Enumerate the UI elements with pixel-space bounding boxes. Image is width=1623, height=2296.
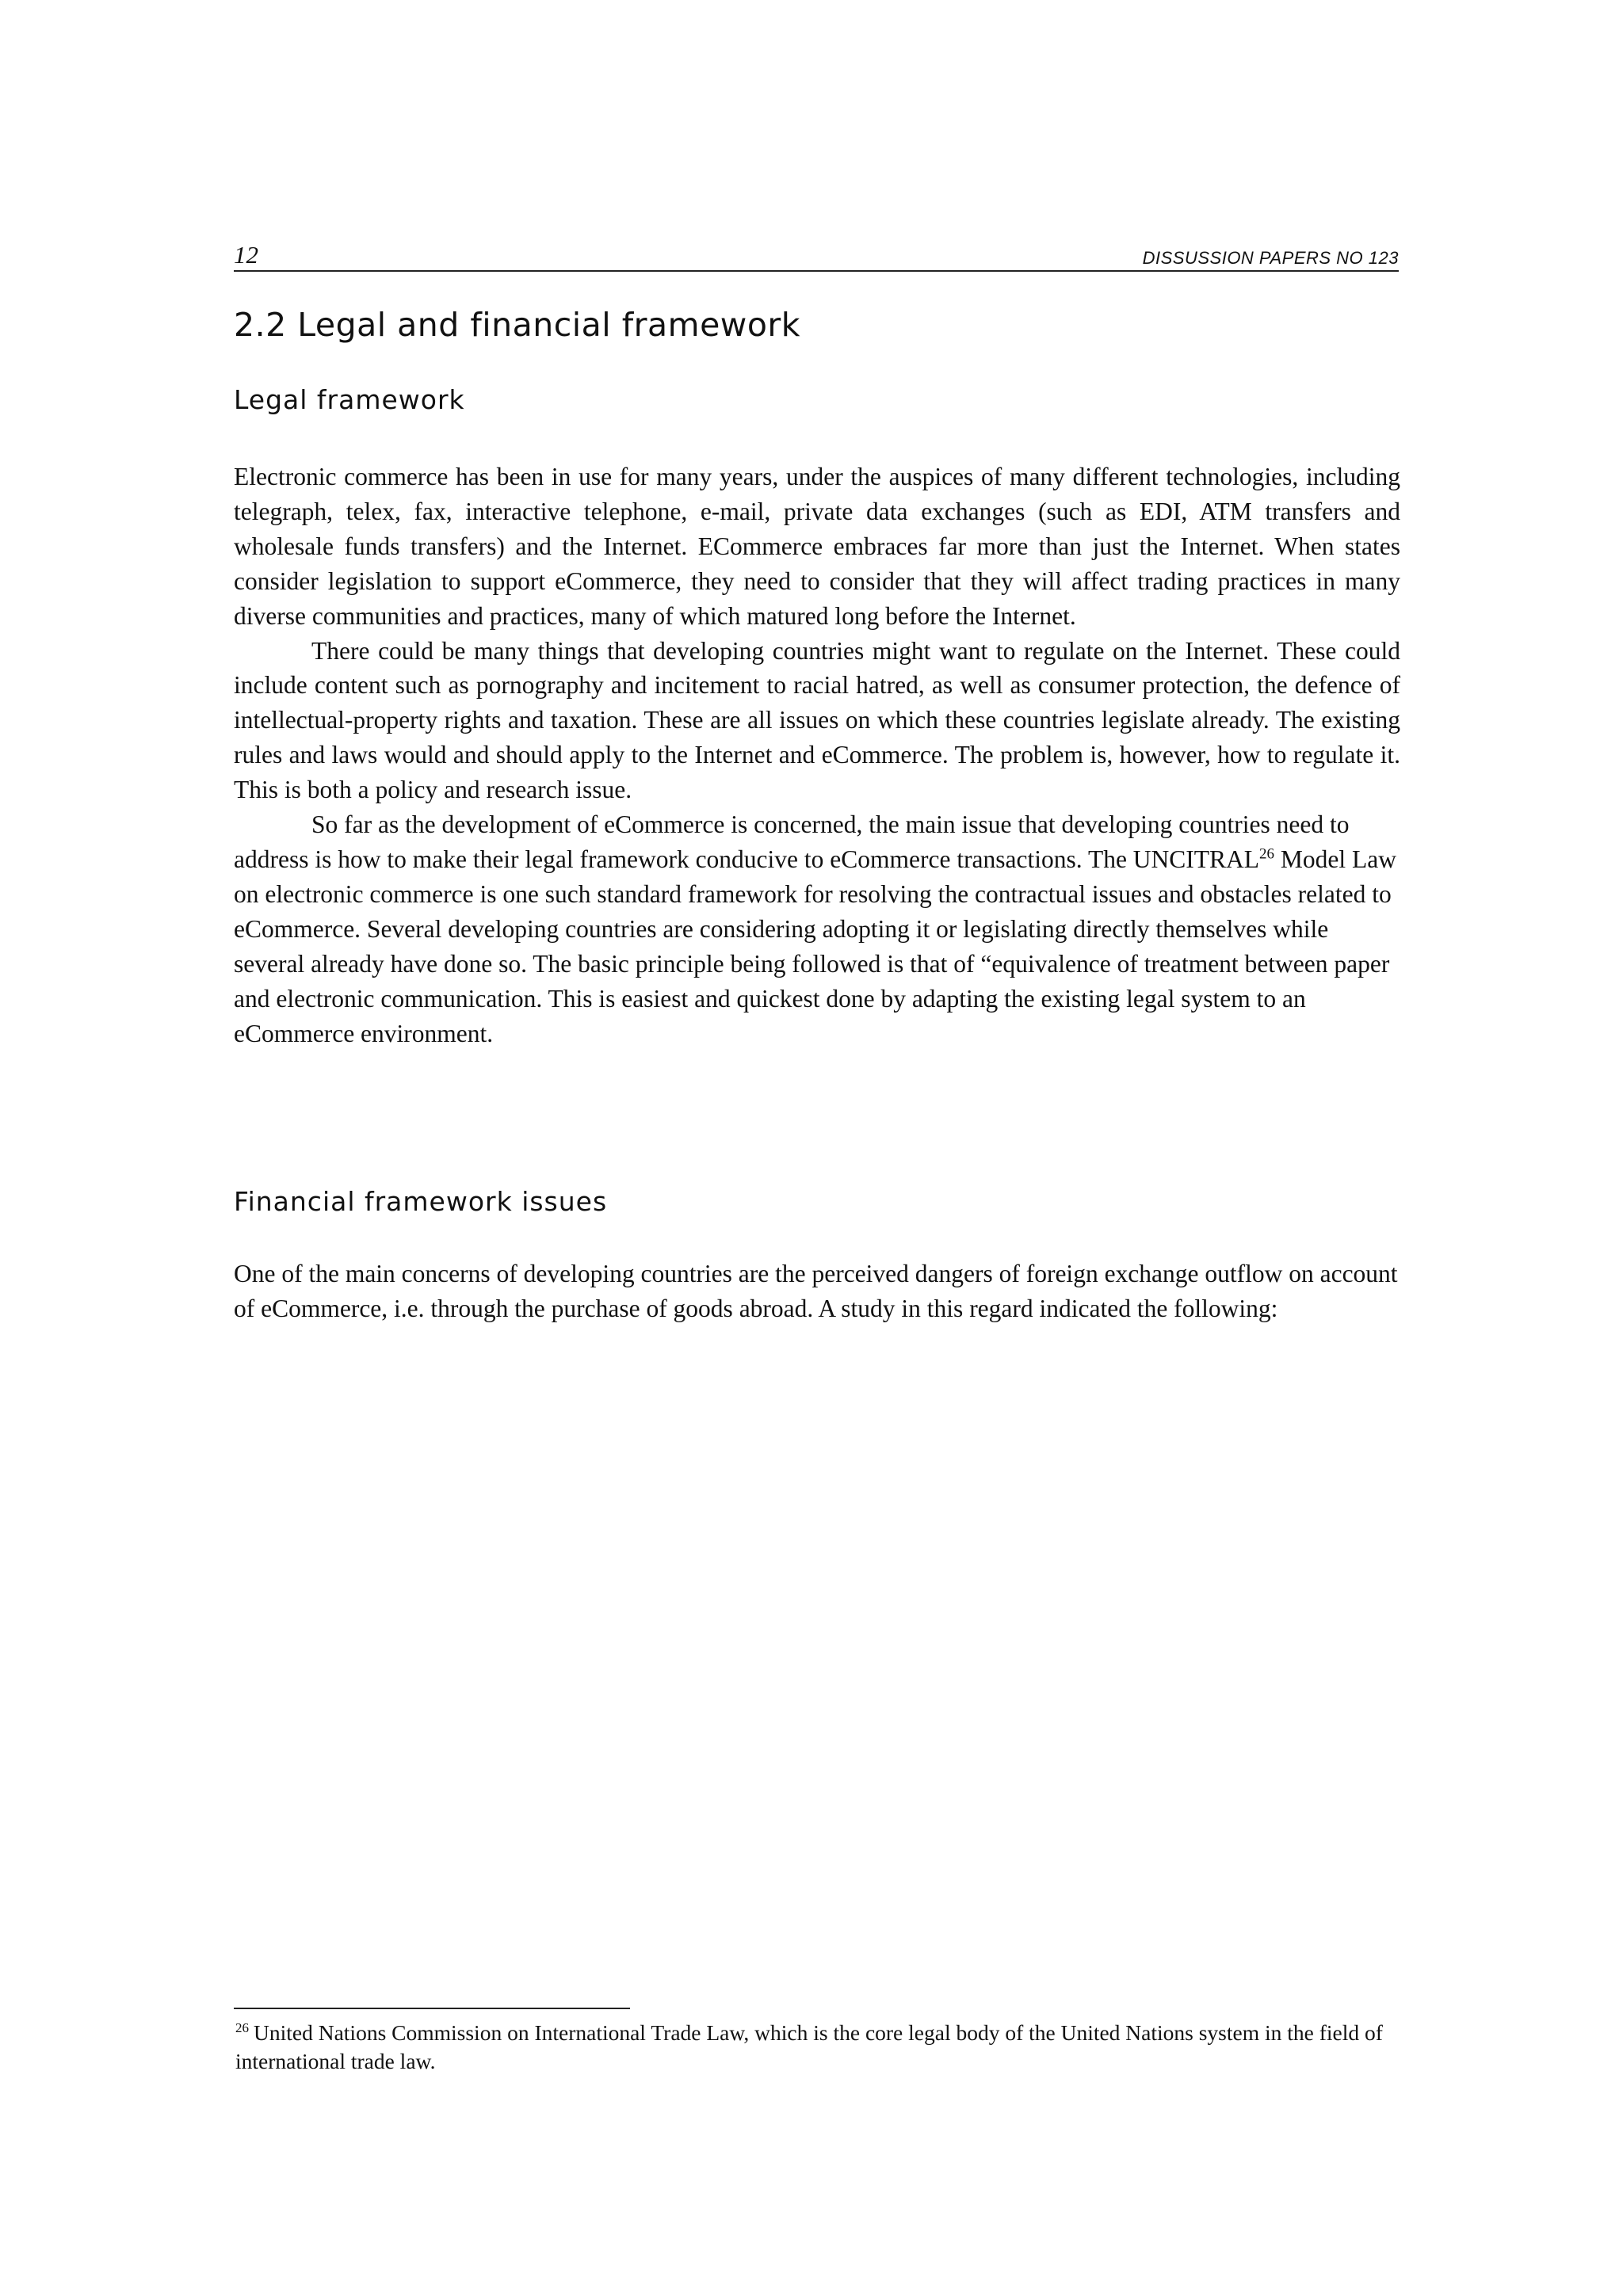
legal-framework-body bbox=[234, 460, 1400, 1051]
paragraph: One of the main concerns of developing countries are the perceived dangers of foreign exchange outflow on account of eCommerce, i.e. through the purchase of goods abroad. A study in this regard indicated the following: bbox=[234, 1260, 1398, 1322]
page-number: 12 bbox=[234, 241, 258, 269]
financial-framework-body bbox=[234, 1257, 1400, 1326]
footnote-reference[interactable]: 26 bbox=[1259, 845, 1275, 863]
footnote-number: 26 bbox=[235, 2019, 249, 2035]
legal-framework-heading: Legal framework bbox=[234, 384, 465, 415]
running-header bbox=[234, 242, 1399, 272]
paragraph: Electronic commerce has been in use for many years, under the auspices of many different technologies, including telegraph, telex, fax, interactive telephone, e-mail, private data exchanges (such as EDI, ATM transfers and wholesale funds transfers) and the Internet. ECommerce embraces far more than just the Internet. When states consider legislation to support eCommerce, they need to consider that they will affect trading practices in many diverse communities and practices, many of which matured long before the Internet. bbox=[234, 463, 1400, 630]
paragraph-text: Model Law on electronic commerce is one such standard framework for resolving the contractual issues and obstacles related to eCommerce. Several developing countries are considering adopting it or legislating directly themselves while several already have done so. The basic principle being followed is that of “equivalence of treatment between paper and electronic communication. This is easiest and quickest done by adapting the existing legal system to an eCommerce environment. bbox=[234, 845, 1397, 1047]
paragraph bbox=[234, 807, 1400, 1051]
footnote bbox=[235, 2019, 1392, 2076]
footnote-separator bbox=[234, 2008, 630, 2009]
financial-framework-heading: Financial framework issues bbox=[234, 1186, 608, 1217]
section-heading: 2.2 Legal and financial framework bbox=[234, 306, 801, 344]
paragraph: There could be many things that developing countries might want to regulate on the Internet. These could include content such as pornography and incitement to racial hatred, as well as consumer protection, the defence of intellectual-property rights and taxation. These are all issues on which these countries legislate already. The existing rules and laws would and should apply to the Internet and eCommerce. The problem is, however, how to regulate it. This is both a policy and research issue. bbox=[234, 636, 1400, 804]
running-title: DISSUSSION PAPERS NO 123 bbox=[1142, 248, 1399, 268]
paragraph-text: So far as the development of eCommerce is concerned, the main issue that developing countries need to address is how to make their legal framework conducive to eCommerce transactions. The UNCITRAL bbox=[234, 810, 1350, 873]
footnote-text: United Nations Commission on International Trade Law, which is the core legal body of the United Nations system in the field of international trade law. bbox=[235, 2020, 1383, 2073]
